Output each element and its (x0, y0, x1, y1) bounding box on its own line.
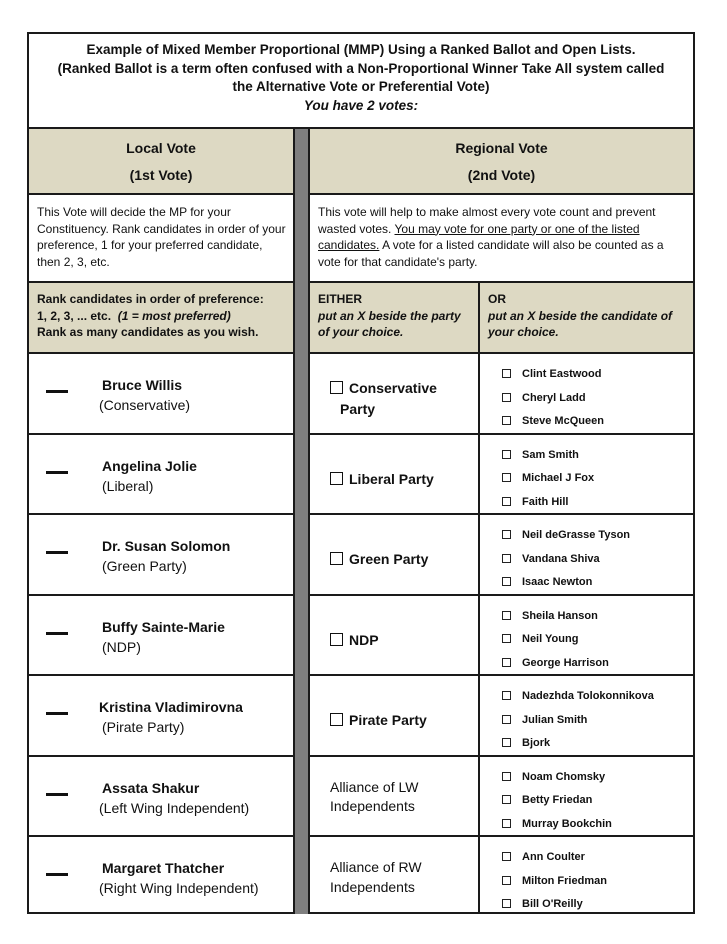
list-candidates-cell (480, 837, 693, 914)
local-vote-description (29, 195, 293, 283)
local-vote-header (29, 129, 293, 195)
local-description-text: This Vote will decide the MP for your Constituency. Rank candidates in order of your preference, 1 for your preferred candidate, then 2, 3, etc. (37, 205, 286, 269)
list-candidate-name: Cheryl Ladd (522, 391, 586, 404)
list-candidates (502, 444, 594, 515)
local-candidate-cell (29, 596, 293, 677)
local-candidate-party: (Pirate Party) (102, 719, 185, 735)
list-candidates-cell (480, 676, 693, 757)
checkbox-icon[interactable] (502, 497, 511, 506)
checkbox-icon[interactable] (502, 795, 511, 804)
list-candidate-option[interactable] (502, 652, 609, 676)
checkbox-icon[interactable] (502, 611, 511, 620)
regional-vote-description (310, 195, 693, 283)
checkbox-icon[interactable] (502, 634, 511, 643)
list-candidate-name: Bjork (522, 737, 551, 749)
list-candidate-option[interactable] (502, 709, 654, 733)
local-candidate-name: Margaret Thatcher (102, 860, 225, 876)
checkbox-icon[interactable] (502, 738, 511, 747)
ballot-header (29, 34, 693, 129)
local-candidate-name: Kristina Vladimirovna (99, 699, 243, 715)
party-option[interactable] (330, 469, 434, 490)
rank-entry-blank[interactable] (46, 471, 68, 474)
checkbox-icon[interactable] (502, 473, 511, 482)
list-candidate-option[interactable] (502, 571, 630, 595)
party-choice-cell[interactable] (310, 515, 480, 596)
local-instruction-d: Rank as many candidates as you wish. (37, 325, 259, 339)
list-candidate-name: Faith Hill (522, 495, 569, 508)
local-vote-title: Local Vote (126, 140, 196, 156)
local-candidate-name: Angelina Jolie (102, 457, 197, 474)
alliance-line-1: Alliance of LW (330, 778, 419, 795)
checkbox-icon[interactable] (502, 393, 511, 402)
party-name: NDP (349, 631, 379, 648)
checkbox-icon[interactable] (330, 472, 343, 485)
checkbox-icon[interactable] (502, 530, 511, 539)
list-candidates (502, 605, 609, 676)
checkbox-icon[interactable] (502, 554, 511, 563)
list-candidates-cell (480, 435, 693, 516)
checkbox-icon[interactable] (502, 852, 511, 861)
list-candidate-name: Murray Bookchin (522, 817, 612, 830)
or-text: put an X beside the candidate of your choice. (488, 308, 673, 339)
rank-entry-blank[interactable] (46, 793, 68, 796)
alliance-line-2: Independents (330, 878, 415, 895)
checkbox-icon[interactable] (502, 899, 511, 908)
local-instruction-a: Rank candidates in order of preference: (37, 292, 264, 306)
list-candidate-name: George Harrison (522, 656, 609, 669)
checkbox-icon[interactable] (502, 416, 511, 425)
regional-description-underlined: You may vote for one party or one of the listed candidates. (318, 221, 640, 252)
list-candidate-name: Clint Eastwood (522, 368, 602, 380)
local-candidate-name: Buffy Sainte-Marie (102, 618, 225, 635)
list-candidates (502, 846, 607, 917)
list-candidate-option[interactable] (502, 524, 630, 548)
list-candidate-option[interactable] (502, 628, 609, 652)
list-candidate-option[interactable] (502, 893, 607, 917)
list-candidate-name: Betty Friedan (522, 794, 593, 806)
list-candidate-option[interactable] (502, 363, 604, 387)
local-instruction-c: (1 = most preferred) (117, 308, 231, 323)
list-candidate-name: Bill O'Reilly (522, 898, 583, 910)
local-candidate-name: Bruce Willis (102, 377, 183, 393)
local-candidate-cell (29, 837, 293, 914)
list-candidate-option[interactable] (502, 789, 612, 813)
local-instruction-b: 1, 2, 3, ... etc. (37, 308, 112, 323)
list-candidate-option[interactable] (502, 685, 654, 709)
local-candidate-cell (29, 757, 293, 838)
rank-entry-blank[interactable] (46, 632, 68, 635)
list-candidate-name: Michael J Fox (522, 472, 595, 484)
rank-entry-blank[interactable] (46, 551, 68, 554)
list-candidate-option[interactable] (502, 732, 654, 756)
header-line-4: You have 2 votes: (303, 97, 419, 113)
header-line-3: the Alternative Vote or Preferential Vote) (232, 79, 490, 94)
party-option[interactable] (330, 378, 437, 420)
or-instructions (480, 283, 693, 354)
party-choice-cell (310, 757, 480, 838)
regional-description-b: A vote for a listed candidate will also be counted as a vote for that candidate's party. (318, 238, 664, 269)
list-candidate-option[interactable] (502, 410, 604, 434)
list-candidate-name: Isaac Newton (522, 576, 593, 588)
regional-vote-title: Regional Vote (455, 140, 548, 156)
party-choice-cell[interactable] (310, 354, 480, 435)
party-choice-cell[interactable] (310, 435, 480, 516)
checkbox-icon[interactable] (502, 369, 511, 378)
regional-description-a: This vote will help to make almost every vote count and prevent wasted votes. (318, 205, 656, 236)
local-candidate-cell (29, 515, 293, 596)
list-candidate-option[interactable] (502, 444, 594, 468)
list-candidate-option[interactable] (502, 491, 594, 515)
party-choice-cell[interactable] (310, 596, 480, 677)
column-divider (293, 129, 310, 914)
list-candidate-option[interactable] (502, 766, 612, 790)
list-candidate-name: Sheila Hanson (522, 609, 598, 622)
list-candidate-name: Neil deGrasse Tyson (522, 529, 631, 541)
or-label: OR (488, 292, 506, 306)
party-option[interactable] (330, 710, 427, 731)
alliance-label (330, 778, 418, 817)
list-candidate-option[interactable] (502, 548, 630, 572)
list-candidate-name: Vandana Shiva (522, 552, 600, 565)
local-candidate-party: (Liberal) (102, 477, 154, 494)
local-instructions (29, 283, 293, 354)
list-candidate-option[interactable] (502, 387, 604, 411)
list-candidate-name: Ann Coulter (522, 851, 585, 863)
local-candidate-name: Dr. Susan Solomon (102, 538, 231, 554)
checkbox-icon[interactable] (502, 772, 511, 781)
checkbox-icon[interactable] (330, 552, 343, 565)
either-label: EITHER (318, 292, 363, 306)
local-instruction-b-line (37, 308, 287, 325)
list-candidate-option[interactable] (502, 467, 594, 491)
list-candidate-name: Noam Chomsky (522, 770, 606, 783)
party-name: Green Party (349, 551, 429, 567)
list-candidates (502, 524, 630, 595)
regional-vote-subtitle: (2nd Vote) (467, 167, 536, 183)
checkbox-icon[interactable] (330, 633, 343, 646)
checkbox-icon[interactable] (502, 450, 511, 459)
party-option[interactable] (330, 549, 428, 570)
party-choice-cell (310, 837, 480, 914)
local-candidate-party: (Right Wing Independent) (99, 880, 259, 896)
party-option[interactable] (330, 630, 379, 651)
checkbox-icon[interactable] (502, 876, 511, 885)
list-candidate-name: Steve McQueen (522, 415, 604, 427)
list-candidates (502, 766, 612, 837)
checkbox-icon[interactable] (502, 691, 511, 700)
local-candidate-party: (Green Party) (102, 558, 187, 574)
party-name-line-1: Conservative (349, 380, 437, 396)
list-candidate-option[interactable] (502, 870, 607, 894)
checkbox-icon[interactable] (502, 577, 511, 586)
list-candidate-option[interactable] (502, 846, 607, 870)
party-name: Pirate Party (349, 712, 427, 728)
checkbox-icon[interactable] (330, 713, 343, 726)
checkbox-icon[interactable] (502, 715, 511, 724)
party-choice-cell[interactable] (310, 676, 480, 757)
list-candidates-cell (480, 596, 693, 677)
checkbox-icon[interactable] (502, 658, 511, 667)
rank-entry-blank[interactable] (46, 390, 68, 393)
alliance-line-2: Independents (330, 798, 415, 814)
local-candidate-party: (Conservative) (99, 397, 191, 413)
rank-entry-blank[interactable] (46, 712, 68, 715)
list-candidate-name: Neil Young (522, 633, 579, 645)
regional-vote-header (310, 129, 693, 195)
list-candidates (502, 685, 654, 756)
list-candidate-name: Nadezhda Tolokonnikova (522, 690, 654, 702)
either-instructions (310, 283, 480, 354)
checkbox-icon[interactable] (502, 819, 511, 828)
header-line-2: (Ranked Ballot is a term often confused with a Non-Proportional Winner Take All system called (57, 60, 665, 76)
party-name-line-2: Party (340, 401, 376, 417)
local-candidate-cell (29, 354, 293, 435)
ballot (27, 32, 695, 914)
local-candidate-cell (29, 435, 293, 516)
rank-entry-blank[interactable] (46, 873, 68, 876)
list-candidates-cell (480, 515, 693, 596)
list-candidate-option[interactable] (502, 605, 609, 629)
local-candidate-party: (Left Wing Independent) (99, 799, 250, 816)
list-candidate-option[interactable] (502, 813, 612, 837)
alliance-line-1: Alliance of RW (330, 859, 422, 875)
header-line-1: Example of Mixed Member Proportional (MMP) Using a Ranked Ballot and Open Lists. (86, 42, 636, 57)
list-candidates (502, 363, 604, 434)
alliance-label (330, 858, 422, 897)
list-candidate-name: Milton Friedman (522, 874, 607, 887)
list-candidates-cell (480, 354, 693, 435)
local-candidate-name: Assata Shakur (102, 779, 200, 796)
list-candidate-name: Julian Smith (522, 713, 588, 726)
local-candidate-party: (NDP) (102, 638, 141, 655)
either-text: put an X beside the party of your choice. (318, 308, 461, 339)
local-vote-subtitle: (1st Vote) (129, 167, 193, 183)
list-candidate-name: Sam Smith (522, 448, 579, 461)
list-candidates-cell (480, 757, 693, 838)
checkbox-icon[interactable] (330, 381, 343, 394)
local-candidate-cell (29, 676, 293, 757)
party-name: Liberal Party (349, 470, 434, 487)
